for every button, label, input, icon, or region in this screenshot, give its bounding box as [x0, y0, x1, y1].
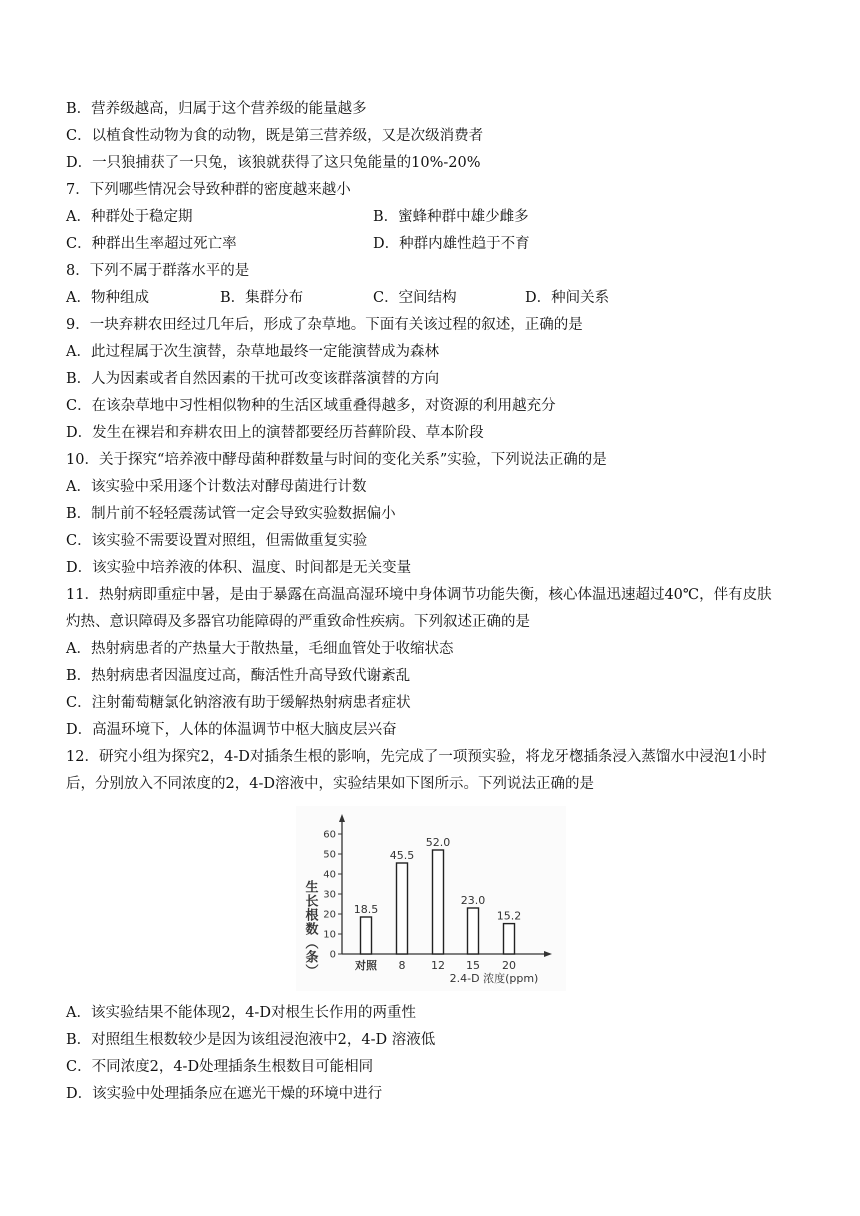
text-line: 11．热射病即重症中暑，是由于暴露在高温高湿环境中身体调节功能失衡，核心体温迅速超过40℃，伴有皮肤 [66, 587, 772, 603]
text-line: D．该实验中培养液的体积、温度、时间都是无关变量 [66, 560, 412, 576]
text-line: 8．下列不属于群落水平的是 [66, 263, 250, 279]
text-line: D．高温环境下，人体的体温调节中枢大脑皮层兴奋 [66, 722, 397, 738]
y-tick-label: 20 [323, 909, 336, 921]
text-line: A．此过程属于次生演替，杂草地最终一定能演替成为森林 [66, 344, 439, 360]
text-line: A．该实验中采用逐个计数法对酵母菌进行计数 [66, 479, 367, 495]
bar-value-label: 18.5 [353, 903, 379, 916]
q7-option-b: B．蜜蜂种群中雄少雌多 [373, 209, 529, 225]
bar [504, 924, 515, 954]
text-line: 12．研究小组为探究2，4-D对插条生根的影响，先完成了一项预实验，将龙牙楤插条浸入蒸馏水中浸泡1小时 [66, 749, 767, 765]
q8-option-b: B．集群分布 [220, 290, 304, 306]
bar-value-label: 23.0 [460, 894, 486, 907]
y-tick-label: 30 [323, 889, 336, 901]
x-tick-label: 15 [466, 959, 480, 972]
text-line: C．以植食性动物为食的动物，既是第三营养级，又是次级消费者 [66, 128, 484, 144]
bar-value-label: 52.0 [425, 836, 451, 849]
q12-option-c: C．不同浓度2，4-D处理插条生根数目可能相同 [66, 1059, 374, 1075]
text-line: D．一只狼捕获了一只兔，该狼就获得了这只兔能量的10%-20% [66, 155, 481, 171]
y-tick-label: 10 [323, 929, 336, 941]
text-line: 7．下列哪些情况会导致种群的密度越来越小 [66, 182, 351, 198]
bar-value-label: 15.2 [496, 909, 522, 923]
text-line: 10．关于探究“培养液中酵母菌种群数量与时间的变化关系”实验，下列说法正确的是 [66, 452, 607, 468]
x-tick-label: 12 [431, 959, 445, 972]
text-line: C．注射葡萄糖氯化钠溶液有助于缓解热射病患者症状 [66, 695, 411, 711]
q12-option-d: D．该实验中处理插条应在遮光干燥的环境中进行 [66, 1086, 383, 1102]
x-tick-label: 20 [502, 959, 516, 972]
text-line: B．制片前不轻轻震荡试管一定会导致实验数据偏小 [66, 506, 396, 522]
text-line: C．该实验不需要设置对照组，但需做重复实验 [66, 533, 368, 549]
q7-option-a: A．种群处于稳定期 [66, 209, 193, 225]
bar [361, 917, 372, 954]
text-line: B．营养级越高，归属于这个营养级的能量越多 [66, 101, 367, 117]
bar-value-label: 45.5 [389, 849, 415, 862]
q8-option-d: D．种间关系 [525, 290, 610, 306]
y-axis-label: 生长根数（条） [302, 880, 318, 978]
root-count-bar-chart [296, 806, 566, 991]
y-tick-label: 0 [329, 949, 336, 961]
x-tick-label: 对照 [355, 959, 377, 972]
text-line: D．发生在裸岩和弃耕农田上的演替都要经历苔藓阶段、草本阶段 [66, 425, 484, 441]
y-tick-label: 60 [323, 829, 336, 841]
text-line: 后，分别放入不同浓度的2，4-D溶液中，实验结果如下图所示。下列说法正确的是 [66, 776, 594, 792]
x-axis-label: 2.4-D 浓度(ppm) [449, 972, 539, 985]
text-line: B．人为因素或者自然因素的干扰可改变该群落演替的方向 [66, 371, 440, 387]
bar [397, 863, 408, 954]
q8-option-a: A．物种组成 [66, 290, 149, 306]
bar [468, 908, 479, 954]
q7-option-c: C．种群出生率超过死亡率 [66, 236, 237, 252]
x-tick-label: 8 [398, 959, 406, 972]
y-tick-label: 40 [323, 869, 336, 881]
text-line: C．在该杂草地中习性相似物种的生活区域重叠得越多，对资源的利用越充分 [66, 398, 556, 414]
q12-option-b: B．对照组生根数较少是因为该组浸泡液中2，4-D 溶液低 [66, 1032, 436, 1048]
q7-option-d: D．种群内雄性趋于不育 [373, 236, 530, 252]
text-line: A．热射病患者的产热量大于散热量，毛细血管处于收缩状态 [66, 641, 454, 657]
y-tick-label: 50 [323, 849, 336, 861]
q8-option-c: C．空间结构 [373, 290, 457, 306]
text-line: B．热射病患者因温度过高，酶活性升高导致代谢紊乱 [66, 668, 411, 684]
bar [433, 850, 444, 954]
q12-option-a: A．该实验结果不能体现2，4-D对根生长作用的两重性 [66, 1005, 416, 1021]
text-line: 灼热、意识障碍及多器官功能障碍的严重致命性疾病。下列叙述正确的是 [66, 614, 530, 630]
text-line: 9．一块弃耕农田经过几年后，形成了杂草地。下面有关该过程的叙述，正确的是 [66, 317, 583, 333]
